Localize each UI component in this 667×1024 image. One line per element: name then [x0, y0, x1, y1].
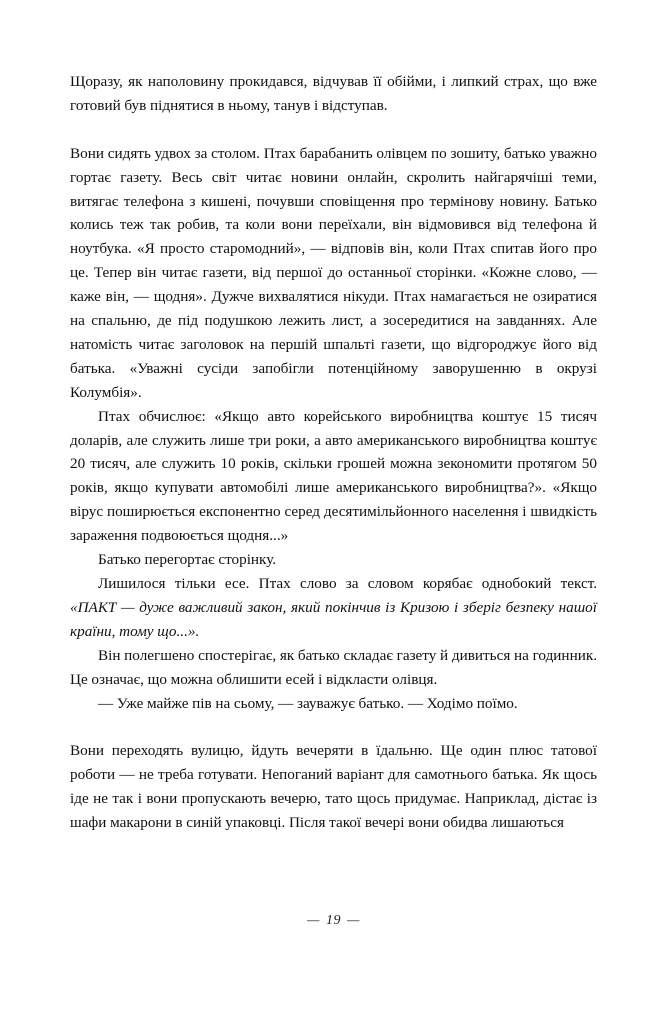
- paragraph-5: [70, 572, 597, 644]
- paragraph-gap-1: [70, 118, 597, 142]
- paragraph-3: Птах обчислює: «Якщо авто корейського виробництва коштує 15 тисяч доларів, але служить лише три роки, а авто американського виробництва коштує 20 тисяч, але служить 10 років, скільки грошей можна зекономити протягом 50 років, якщо купувати автомобілі лише американського виробництва?». «Якщо вірус поширюється експонентно серед десятимільйонного населення і швидкість зараження подвоюється щодня...»: [70, 407, 597, 545]
- paragraph-5-lead: Лишилося тільки есе. Птах слово за словом корябає однобокий текст.: [98, 575, 597, 593]
- paragraph-7-dialogue: — Уже майже пів на сьому, — зауважує батько. — Ходімо поїмо.: [98, 694, 518, 712]
- folio-dash-right: —: [347, 913, 360, 928]
- paragraph-gap-2: [70, 715, 597, 739]
- paragraph-8: Вони переходять вулицю, йдуть вечеряти в їдальню. Ще один плюс татової роботи — не треба готувати. Непоганий варіант для самотнього батька. Як щось іде не так і вони пропускають вечерю, тато щось придумає. Наприклад, дістає із шафи макарони в синій упаковці. Після такої вечері вони обидва лишаються: [70, 742, 597, 832]
- paragraph-1: Щоразу, як наполовину прокидався, відчував її обійми, і липкий страх, що вже готовий був піднятися в ньому, танув і відступав.: [70, 73, 597, 114]
- paragraph-5-italic-quote: «ПАКТ — дуже важливий закон, який покінчив із Кризою і зберіг безпеку нашої країни, тому що...».: [70, 598, 597, 640]
- paragraph-6: Він полегшено спостерігає, як батько складає газету й дивиться на годинник. Це означає, що можна облишити есей і відкласти олівця.: [70, 646, 597, 688]
- folio-page-number: 19: [326, 913, 341, 928]
- folio-dash-left: —: [307, 913, 320, 928]
- page-text-block: [70, 70, 597, 835]
- paragraph-2: Вони сидять удвох за столом. Птах барабанить олівцем по зошиту, батько уважно гортає газету. Весь світ читає новини онлайн, скролить найгарячіші теми, витягає телефона з кишені, почувши сповіщення про термінову новину. Батько колись теж так робив, та коли вони переїхали, він відмовився від телефона й ноутбука. «Я просто старомодний», — відповів він, коли Птах спитав його про це. Тепер він читає газети, від першої до останньої сторінки. «Кожне слово, — каже він, — щодня». Дужче вихвалятися нікуди. Птах намагається не озиратися на спальню, де під подушкою лежить лист, а зосередитися на завданнях. Але натомість читає заголовок на першій шпальті газети, що відгороджує його від батька. «Уважні сусіди запобігли потенційному заворушенню в окрузі Колумбія».: [70, 144, 597, 401]
- paragraph-4: Батько перегортає сторінку.: [98, 551, 277, 569]
- page-folio: [0, 913, 667, 929]
